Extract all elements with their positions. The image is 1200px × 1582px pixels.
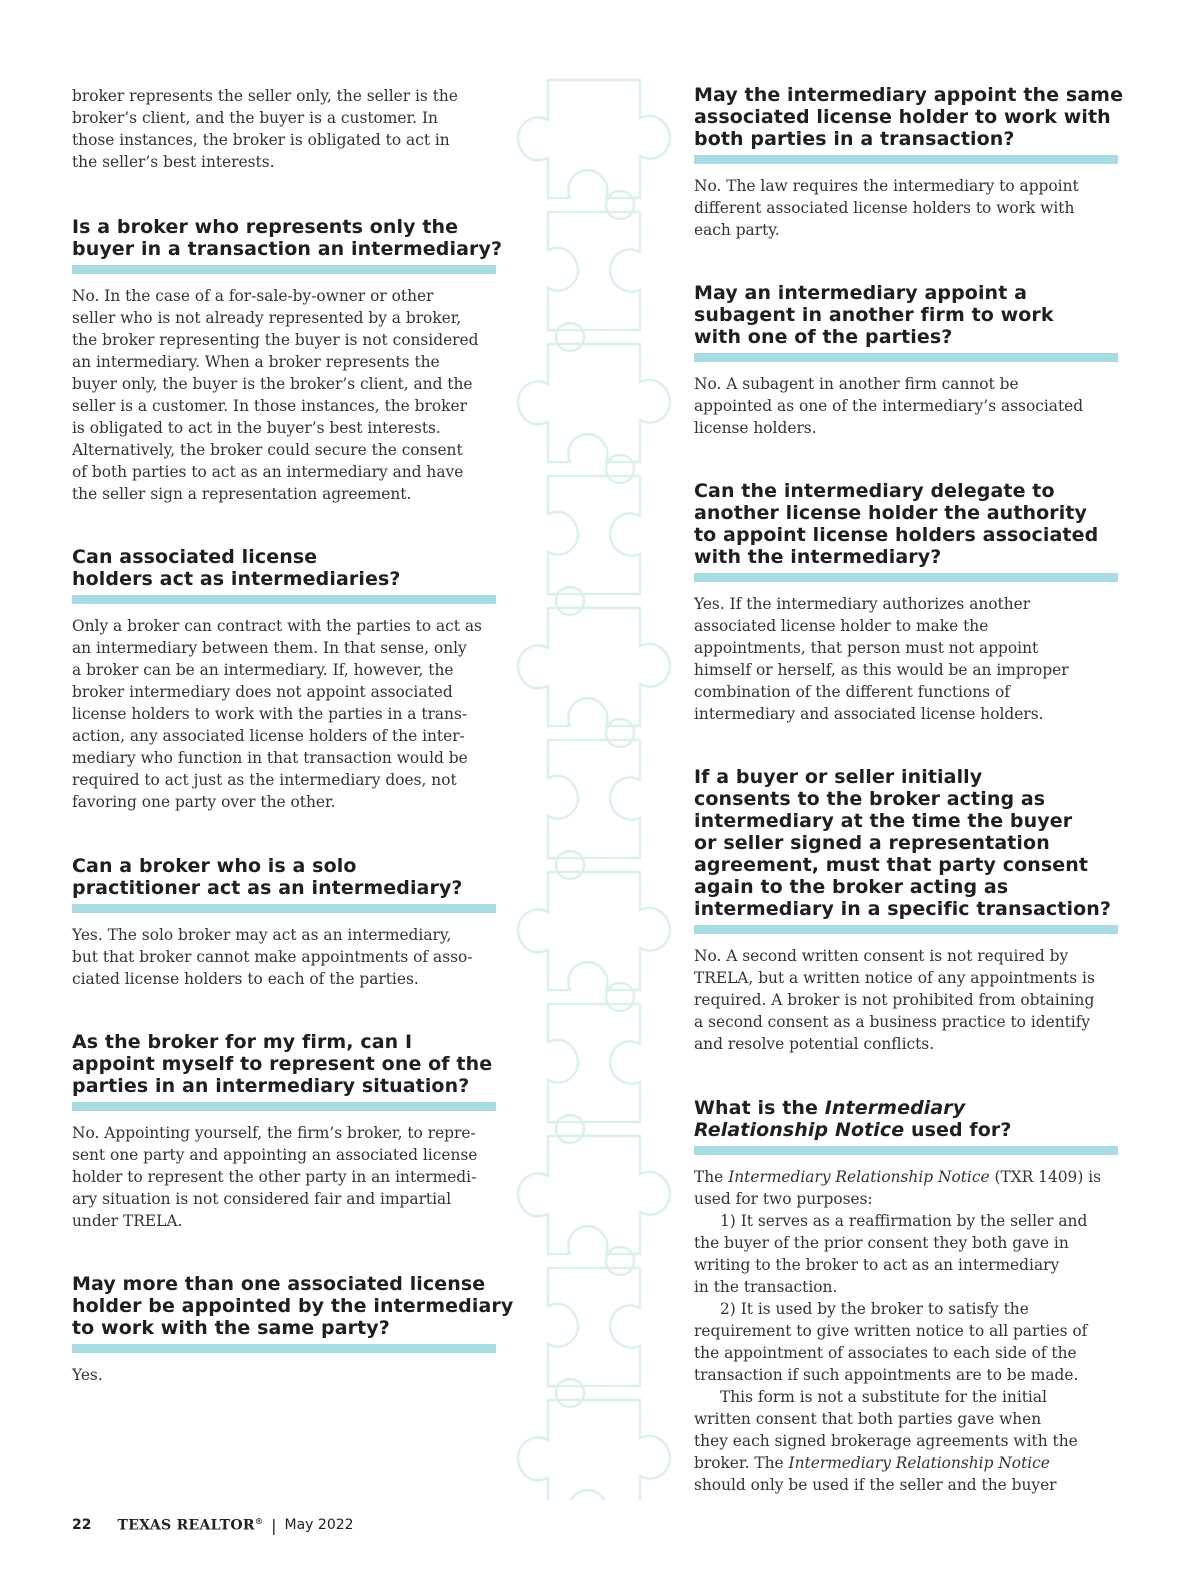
form-title-italic: Intermediary xyxy=(824,1097,966,1119)
answer-paragraph xyxy=(694,593,1118,725)
answer-paragraph xyxy=(72,1364,496,1386)
text-line: favoring one party over the other. xyxy=(72,793,336,811)
question-line: again to the broker acting as xyxy=(694,876,1009,898)
question-line: associated license holder to work with xyxy=(694,106,1111,128)
text-line: sent one party and appointing an associated license xyxy=(72,1146,478,1164)
faq-section xyxy=(72,546,496,813)
question-line: with one of the parties? xyxy=(694,326,953,348)
question-heading xyxy=(72,216,503,260)
publication-title: TEXAS REALTOR xyxy=(117,1517,255,1534)
text-line: license holders to work with the parties in a trans- xyxy=(72,705,468,723)
question-line: both parties in a transaction? xyxy=(694,128,1015,150)
text-line: seller is a customer. In those instances, the broker xyxy=(72,397,467,415)
question-line: May the intermediary appoint the same xyxy=(694,84,1124,106)
footer-separator: | xyxy=(271,1515,277,1535)
section-divider xyxy=(694,1146,1118,1155)
text-line: the seller’s best interests. xyxy=(72,153,275,171)
section-divider xyxy=(72,904,496,913)
puzzle-pieces-decoration xyxy=(510,70,686,1500)
puzzle-piece xyxy=(518,608,670,726)
intro-paragraph xyxy=(72,85,496,173)
question-line: buyer in a transaction an intermediary? xyxy=(72,238,503,260)
text-line: Only a broker can contract with the parties to act as xyxy=(72,617,482,635)
text-line: Yes. If the intermediary authorizes another xyxy=(694,595,1031,613)
question-text: used for? xyxy=(904,1119,1012,1141)
form-title-italic: Intermediary Relationship Notice xyxy=(788,1454,1050,1472)
text-line: but that broker cannot make appointments of asso- xyxy=(72,948,473,966)
faq-section xyxy=(694,766,1118,1055)
faq-section xyxy=(72,1031,496,1232)
form-title-italic: Intermediary Relationship Notice xyxy=(728,1168,990,1186)
text-line: No. Appointing yourself, the firm’s broker, to repre- xyxy=(72,1124,476,1142)
question-line: agreement, must that party consent xyxy=(694,854,1089,876)
question-heading xyxy=(694,1097,1118,1141)
faq-section xyxy=(694,282,1118,439)
question-line: practitioner act as an intermediary? xyxy=(72,877,463,899)
answer-paragraph xyxy=(72,615,496,813)
question-line xyxy=(694,1097,1118,1119)
puzzle-knob xyxy=(556,851,584,879)
text-line: 1) It serves as a reaffirmation by the seller and xyxy=(720,1212,1088,1230)
text-line xyxy=(694,1166,1118,1188)
puzzle-knob xyxy=(606,719,634,747)
text-line: writing to the broker to act as an intermediary xyxy=(694,1256,1060,1274)
faq-section xyxy=(72,855,496,990)
section-divider xyxy=(694,925,1118,934)
text-line: in the transaction. xyxy=(694,1278,838,1296)
text-line: combination of the different functions of xyxy=(694,683,1010,701)
question-text: What is the xyxy=(694,1097,825,1119)
section-divider xyxy=(72,1102,496,1111)
text-line: requirement to give written notice to all parties of xyxy=(694,1322,1088,1340)
question-heading xyxy=(694,84,1124,150)
text-line: under TRELA. xyxy=(72,1212,183,1230)
text-line: ary situation is not considered fair and impartial xyxy=(72,1190,452,1208)
puzzle-piece xyxy=(548,476,640,594)
text-line: the broker representing the buyer is not considered xyxy=(72,331,479,349)
text-line: No. A second written consent is not required by xyxy=(694,947,1069,965)
page-number: 22 xyxy=(72,1517,92,1533)
text-line: intermediary and associated license holders. xyxy=(694,705,1044,723)
faq-section xyxy=(72,1273,514,1386)
question-line: May more than one associated license xyxy=(72,1273,486,1295)
registered-mark: ® xyxy=(254,1516,264,1527)
question-heading xyxy=(72,855,496,899)
text-line: is obligated to act in the buyer’s best interests. xyxy=(72,419,441,437)
text-line: should only be used if the seller and the buyer xyxy=(694,1476,1057,1494)
text-line: No. A subagent in another firm cannot be xyxy=(694,375,1019,393)
faq-section xyxy=(694,84,1124,241)
text-line: holder to represent the other party in an intermedi- xyxy=(72,1168,477,1186)
puzzle-piece xyxy=(548,1268,640,1386)
question-line: Can a broker who is a solo xyxy=(72,855,357,877)
question-line: consents to the broker acting as xyxy=(694,788,1046,810)
text-line: the appointment of associates to each side of the xyxy=(694,1344,1077,1362)
text-line: the seller sign a representation agreement. xyxy=(72,485,412,503)
question-line: Can the intermediary delegate to xyxy=(694,480,1055,502)
text-line: broker intermediary does not appoint associated xyxy=(72,683,453,701)
question-heading xyxy=(72,546,496,590)
answer-paragraph xyxy=(72,1122,496,1232)
text-line: seller who is not already represented by a broker, xyxy=(72,309,462,327)
text-line: of both parties to act as an intermediary and have xyxy=(72,463,464,481)
text-line: they each signed brokerage agreements with the xyxy=(694,1432,1078,1450)
faq-section xyxy=(694,480,1118,725)
question-line: subagent in another firm to work xyxy=(694,304,1054,326)
text-line: an intermediary between them. In that sense, only xyxy=(72,639,467,657)
question-line: to work with the same party? xyxy=(72,1317,390,1339)
puzzle-piece xyxy=(548,1004,640,1122)
question-line: another license holder the authority xyxy=(694,502,1088,524)
text-line: written consent that both parties gave when xyxy=(694,1410,1042,1428)
question-heading xyxy=(694,766,1118,920)
puzzle-knob xyxy=(556,323,584,351)
answer-paragraph xyxy=(72,924,496,990)
question-line: appoint myself to represent one of the xyxy=(72,1053,493,1075)
question-line: intermediary in a specific transaction? xyxy=(694,898,1111,920)
text-line: appointments, that person must not appoint xyxy=(694,639,1039,657)
text-line: action, any associated license holders of the inter- xyxy=(72,727,465,745)
text-line: the buyer of the prior consent they both gave in xyxy=(694,1234,1069,1252)
text-line: Yes. xyxy=(72,1366,103,1384)
question-line: holder be appointed by the intermediary xyxy=(72,1295,514,1317)
text-line: No. The law requires the intermediary to appoint xyxy=(694,177,1079,195)
text-line: TRELA, but a written notice of any appointments is xyxy=(694,969,1095,987)
text-line: those instances, the broker is obligated to act in xyxy=(72,131,450,149)
text-line: a broker can be an intermediary. If, however, the xyxy=(72,661,454,679)
answer-paragraph xyxy=(694,373,1118,439)
text-line: an intermediary. When a broker represents the xyxy=(72,353,440,371)
page-footer xyxy=(72,1514,354,1536)
puzzle-knob xyxy=(556,1115,584,1143)
answer-paragraph xyxy=(72,285,496,505)
text-line: and resolve potential conflicts. xyxy=(694,1035,935,1053)
text-line: transaction if such appointments are to be made. xyxy=(694,1366,1079,1384)
question-heading xyxy=(694,480,1118,568)
puzzle-piece xyxy=(518,1400,670,1500)
puzzle-knob xyxy=(606,191,634,219)
question-heading xyxy=(72,1273,514,1339)
text-line: This form is not a substitute for the initial xyxy=(720,1388,1047,1406)
faq-section xyxy=(72,216,503,505)
faq-section xyxy=(694,1097,1118,1496)
question-heading xyxy=(694,282,1118,348)
section-divider xyxy=(72,595,496,604)
answer-paragraph xyxy=(694,945,1118,1055)
question-line: May an intermediary appoint a xyxy=(694,282,1028,304)
puzzle-piece xyxy=(518,872,670,990)
question-line: with the intermediary? xyxy=(694,546,942,568)
puzzle-knob xyxy=(556,1379,584,1407)
text-line: 2) It is used by the broker to satisfy the xyxy=(720,1300,1029,1318)
text-line: buyer only, the buyer is the broker’s client, and the xyxy=(72,375,473,393)
section-divider xyxy=(72,1344,496,1353)
question-line: intermediary at the time the buyer xyxy=(694,810,1073,832)
question-line: holders act as intermediaries? xyxy=(72,568,401,590)
text-run: The xyxy=(694,1168,729,1186)
answer-paragraph xyxy=(694,1166,1118,1496)
publication-name xyxy=(117,1516,263,1534)
question-line: If a buyer or seller initially xyxy=(694,766,983,788)
text-line: Yes. The solo broker may act as an intermediary, xyxy=(72,926,452,944)
text-line: used for two purposes: xyxy=(694,1190,873,1208)
question-line: to appoint license holders associated xyxy=(694,524,1099,546)
question-line: Can associated license xyxy=(72,546,318,568)
section-divider xyxy=(694,155,1118,164)
question-line: Is a broker who represents only the xyxy=(72,216,459,238)
text-run: broker. The xyxy=(694,1454,789,1472)
text-line: appointed as one of the intermediary’s associated xyxy=(694,397,1084,415)
text-line: different associated license holders to work with xyxy=(694,199,1075,217)
text-line: associated license holder to make the xyxy=(694,617,989,635)
puzzle-knob xyxy=(606,1247,634,1275)
text-line: No. In the case of a for-sale-by-owner or other xyxy=(72,287,434,305)
text-line: required. A broker is not prohibited from obtaining xyxy=(694,991,1095,1009)
puzzle-piece xyxy=(548,212,640,330)
section-divider xyxy=(694,353,1118,362)
puzzle-piece xyxy=(518,1136,670,1254)
puzzle-knob xyxy=(606,455,634,483)
text-line: license holders. xyxy=(694,419,817,437)
answer-paragraph xyxy=(694,175,1118,241)
puzzle-knob xyxy=(606,983,634,1011)
text-line: Alternatively, the broker could secure the consent xyxy=(72,441,463,459)
puzzle-knob xyxy=(556,587,584,615)
text-line: ciated license holders to each of the parties. xyxy=(72,970,419,988)
text-line: broker’s client, and the buyer is a customer. In xyxy=(72,109,438,127)
question-line: parties in an intermediary situation? xyxy=(72,1075,470,1097)
text-run: (TXR 1409) is xyxy=(989,1168,1102,1186)
section-divider xyxy=(72,265,496,274)
question-line: As the broker for my firm, can I xyxy=(72,1031,413,1053)
text-line: broker represents the seller only, the seller is the xyxy=(72,87,458,105)
section-divider xyxy=(694,573,1118,582)
text-line: a second consent as a business practice to identify xyxy=(694,1013,1091,1031)
issue-date: May 2022 xyxy=(284,1517,354,1533)
form-title-italic: Relationship Notice xyxy=(694,1119,905,1141)
question-line xyxy=(694,1119,1118,1141)
text-line: mediary who function in that transaction would be xyxy=(72,749,468,767)
text-line: required to act just as the intermediary does, not xyxy=(72,771,457,789)
puzzle-piece xyxy=(518,80,670,198)
text-line xyxy=(694,1452,1118,1474)
puzzle-piece xyxy=(548,740,640,858)
puzzle-piece xyxy=(518,344,670,462)
text-line: himself or herself, as this would be an improper xyxy=(694,661,1069,679)
text-line: each party. xyxy=(694,221,780,239)
question-heading xyxy=(72,1031,496,1097)
question-line: or seller signed a representation xyxy=(694,832,1050,854)
